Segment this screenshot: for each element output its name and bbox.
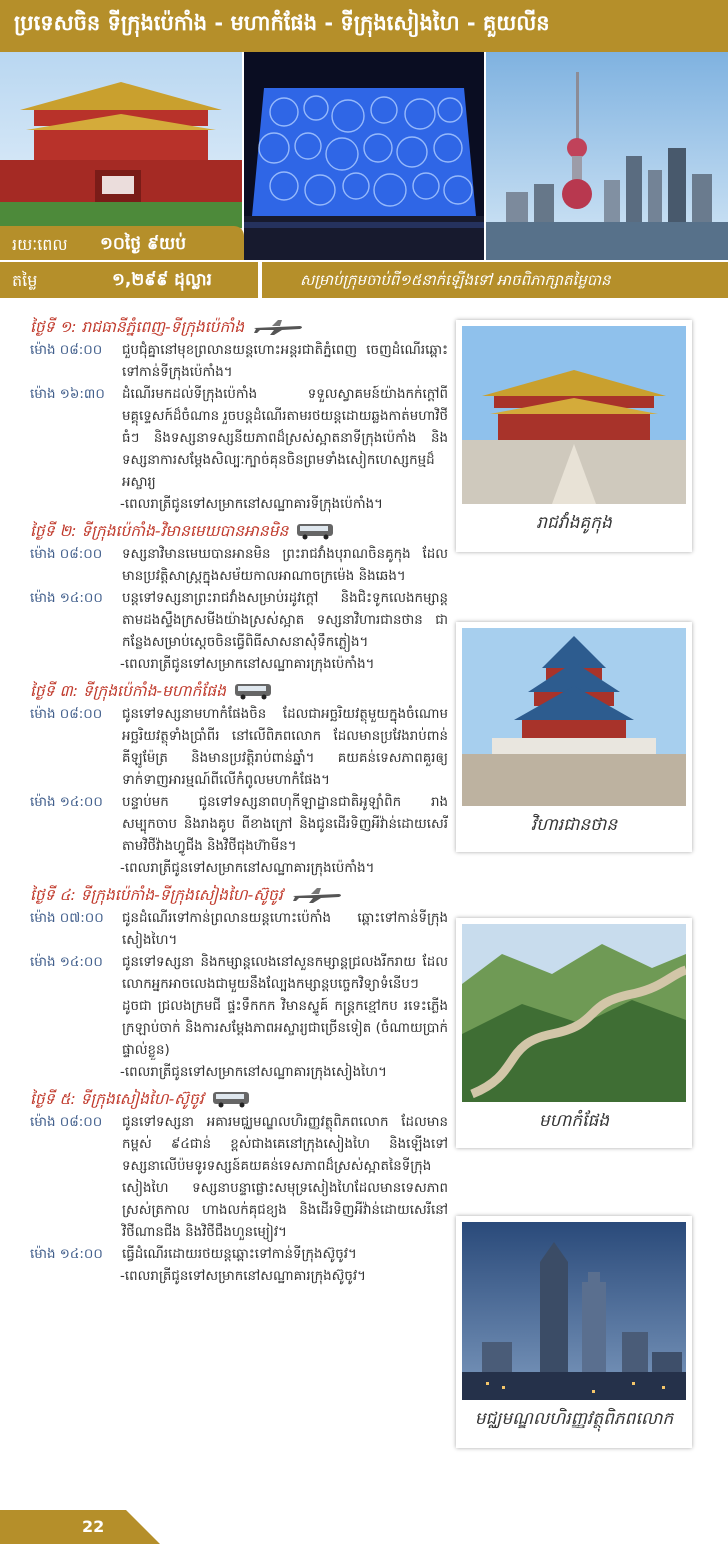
great-wall-photo: [456, 918, 692, 1148]
time-label: ម៉ោង ១៤:០០: [30, 795, 103, 810]
schedule-row: [30, 384, 448, 494]
photo-caption: មជ្ឈមណ្ឌលហិរញ្ញវត្ថុពិភពលោក: [474, 1409, 674, 1429]
photo-caption: វិហារជានថាន: [530, 815, 618, 835]
schedule-row: [30, 1112, 448, 1244]
overnight-note: -ពេលរាត្រីជូនទៅសម្រាកនៅសណ្ឋាគារក្រុងស៊ូចូវ។: [120, 1269, 366, 1284]
time-label: ម៉ោង ១៤:០០: [30, 955, 103, 970]
schedule-row: [30, 544, 448, 588]
overnight-note: -ពេលរាត្រីជូនទៅសម្រាកនៅសណ្ឋាគារក្រុងប៉េកាំង។: [120, 861, 375, 876]
activity-text: ដំណើរមកដល់ទីក្រុងប៉េកាំង ទទួលស្វាគមន៍យ៉ាងកក់ក្តៅពីមគ្គុទ្ទេសក៍ដ៏ចំណាន រួចបន្តដំណើរតាមរថយន្តដោយឆ្លងកាត់មហាវិថីធំៗ និងទស្សនាទស្សនីយភាពដ៏ស្រស់ស្អាតនាទីក្រុងប៉េកាំង និងទស្សនាការសម្តែងសិល្បៈក្បាច់គុនចិនព្រមទាំងសៀកហេស្សកម្មដ៏អស្ចារ្យ: [122, 387, 448, 490]
day-block-5: [30, 1086, 448, 1288]
day-title: [30, 1086, 448, 1112]
schedule-row: [30, 340, 448, 384]
day-block-1: [30, 314, 448, 516]
overnight-note: -ពេលរាត្រីជូនទៅសម្រាកនៅសណ្ឋាគារក្រុងប៉េកាំង។: [120, 657, 375, 672]
schedule-row: [30, 908, 448, 952]
itinerary: [30, 312, 448, 1288]
bus-icon: [212, 1090, 252, 1108]
day-block-2: [30, 518, 448, 676]
shanghai-skyline-photo: [486, 52, 728, 260]
day-title-text: ថ្ងៃទី ១: រាជធានីភ្នំពេញ-ទីក្រុងប៉េកាំង: [30, 318, 245, 336]
activity-text: ជូនទៅទស្សនា និងកម្សាន្តលេងនៅសួនកម្សាន្តជ្រលងរីករាយ ដែលលោកអ្នកអាចលេងជាមួយនឹងល្បែងកម្សាន្តបច្ចេកវិទ្យាទំនើបៗដូចជា ជ្រលងក្រមជី ផ្ទះទឹកកក វិមានស្ទូគ៍ កន្ត្រកខ្មៅកប រទេះភ្លើងក្រឡាប់ចាក់ និងការសម្តែងភាពអស្ចារ្យជាច្រើនទៀត (ចំណាយប្រាក់ផ្ទាល់ខ្លួន): [122, 955, 448, 1058]
group-price-note: សម្រាប់ក្រុមចាប់ពី១៥នាក់ឡើងទៅ អាចពិភាក្សាតម្លៃបាន: [300, 271, 611, 289]
header-bar: [0, 0, 728, 52]
duration-value: ១០ថ្ងៃ ៩យប់: [100, 234, 187, 254]
page-title: ប្រទេសចិន ទីក្រុងប៉េកាំង - មហាកំផែង - ទីក្រុងសៀងហៃ - គួយលីន: [14, 11, 550, 35]
photo-caption: រាជវាំងគូកុង: [536, 513, 612, 533]
time-label: ម៉ោង ០៨:០០: [30, 1115, 103, 1130]
activity-text: ទស្សនាវិមានមេឃបានអានមិន ព្រះរាជវាំងបុរាណចិនគូកុង ដែលមានប្រវត្តិសាស្ត្រក្នុងសម័យកាលអាណាចក្រម៉េង និងឆេង។: [122, 547, 448, 584]
day-title: [30, 882, 448, 908]
day-block-4: [30, 882, 448, 1084]
day-title-text: ថ្ងៃទី ២: ទីក្រុងប៉េកាំង-វិមានមេឃបានអានមិន: [30, 522, 289, 540]
activity-text: ជួបជុំគ្នានៅមុខព្រលានយន្តហោះអន្តរជាតិភ្នំពេញ ចេញដំណើរឆ្ពោះទៅកាន់ទីក្រុងប៉េកាំង។: [122, 343, 448, 380]
activity-text: បន្តទៅទស្សនាព្រះរាជវាំងសម្រាប់រដូវក្តៅ និងជិះទូកលេងកម្សាន្តតាមដងស្ទឹងក្រសមីងយ៉ាងស្រស់ស្អាត ទស្សនាវិហារជានថាន ជាកន្លែងសម្រាប់ស្តេចចិនធ្វើពិធីសាសនាសុំទឹកភ្លៀង។: [122, 591, 448, 650]
world-financial-center-photo: [456, 1216, 692, 1448]
page-number: 22: [82, 1517, 105, 1536]
day-title-text: ថ្ងៃទី ៤: ទីក្រុងប៉េកាំង-ទីក្រុងសៀងហៃ-ស៊ូចូវ: [30, 886, 283, 904]
schedule-row: [30, 704, 448, 792]
airplane-icon: [291, 886, 343, 904]
duration-label: រយៈពេល: [12, 235, 68, 254]
time-label: ម៉ោង ១៦:៣០: [30, 387, 105, 402]
band-divider: [258, 262, 262, 298]
activity-text: ជូនដំណើរទៅកាន់ព្រលានយន្តហោះប៉េកាំង ឆ្ពោះទៅកាន់ទីក្រុងសៀងហៃ។: [122, 911, 448, 948]
day-title-text: ថ្ងៃទី ៣: ទីក្រុងប៉េកាំង-មហាកំផែង: [30, 682, 226, 700]
photo-caption: មហាកំផែង: [538, 1111, 610, 1131]
water-cube-photo: [244, 52, 484, 260]
bus-icon: [296, 522, 336, 540]
schedule-row: [30, 952, 448, 1062]
overnight-note: -ពេលរាត្រីជូនទៅសម្រាកនៅសណ្ឋាគារក្រុងសៀងហៃ។: [120, 1065, 387, 1080]
footer-tab: [0, 1510, 160, 1544]
activity-text: ជូនទៅទស្សនាមហាកំផែងចិន ដែលជាអច្ឆរិយវត្ថុមួយក្នុងចំណោមអច្ឆរិយវត្ថុទាំងប្រាំពីរ នៅលើពិភពលោក ដែលមានប្រវែងរាប់ពាន់គីឡូម៉ែត្រ និងមានប្រវត្តិរាប់ពាន់ឆ្នាំ។ គយគន់ទេសភាពគួរឲ្យទាក់ទាញអារម្មណ៍ពីលើកំពូលមហាកំផែង។: [122, 707, 448, 788]
temple-of-heaven-photo: [456, 622, 692, 852]
schedule-row: [30, 1244, 448, 1266]
time-label: ម៉ោង ១៤:០០: [30, 591, 103, 606]
schedule-row: [30, 588, 448, 654]
time-label: ម៉ោង ០៨:០០: [30, 547, 103, 562]
time-label: ម៉ោង ០៧:០០: [30, 911, 104, 926]
time-label: ម៉ោង ០៨:០០: [30, 707, 103, 722]
schedule-row: [30, 792, 448, 858]
day-title: [30, 678, 448, 704]
day-block-3: [30, 678, 448, 880]
time-label: ម៉ោង ០៨:០០: [30, 343, 103, 358]
bus-icon: [234, 682, 274, 700]
activity-text: ធ្វើដំណើរដោយរថយន្តឆ្ពោះទៅកាន់ទីក្រុងស៊ូចូវ។: [122, 1247, 357, 1262]
time-label: ម៉ោង ១៤:០០: [30, 1247, 103, 1262]
forbidden-city-photo: [456, 320, 692, 552]
price-value: ១,២៩៩ ដុល្លារ: [112, 270, 212, 290]
duration-band: [0, 226, 244, 260]
activity-text: ជូនទៅទស្សនា អគារមជ្ឈមណ្ឌលហិរញ្ញវត្ថុពិភពលោក ដែលមានកម្ពស់ ៩៤ជាន់ ខ្ពស់ជាងគេនៅក្រុងសៀងហៃ និងឡើងទៅទស្សនាលើប៉មទូរទស្សន៍គយគន់ទេសភាពដ៏ស្រស់ស្អាតនៃទីក្រុងសៀងហៃ ទស្សនាបន្ទាផ្លោះសមុទ្រសៀងហៃដែលមានទេសភាពស្រស់ត្រកាល ហាងលក់គុជខ្យង និងដើរទិញអីវ៉ាន់ដោយសេរីនៅវិថីណានជីង និងវិថីជឹងហួនម្យៀវ។: [122, 1115, 448, 1240]
price-label: តម្លៃ: [12, 271, 38, 290]
day-title: [30, 314, 448, 340]
day-title: [30, 518, 448, 544]
airplane-icon: [252, 318, 304, 336]
overnight-note: -ពេលរាត្រីជូនទៅសម្រាកនៅសណ្ឋាគារទីក្រុងប៉េកាំង។: [120, 497, 383, 512]
activity-text: បន្ទាប់មក ជូនទៅទស្សនាពហុកីឡាដ្ឋានជាតិអូឡាំពិក រាងសម្បុកចាប និងរាងគូប ពីខាងក្រៅ និងជូនដើរទិញអីវ៉ាន់ដោយសេរីតាមវិថីវ៉ាងហ្វូជីង និងវិថីជុងហ៊ាមីន។: [122, 795, 448, 854]
day-title-text: ថ្ងៃទី ៥: ទីក្រុងសៀងហៃ-ស៊ូចូវ: [30, 1090, 204, 1108]
